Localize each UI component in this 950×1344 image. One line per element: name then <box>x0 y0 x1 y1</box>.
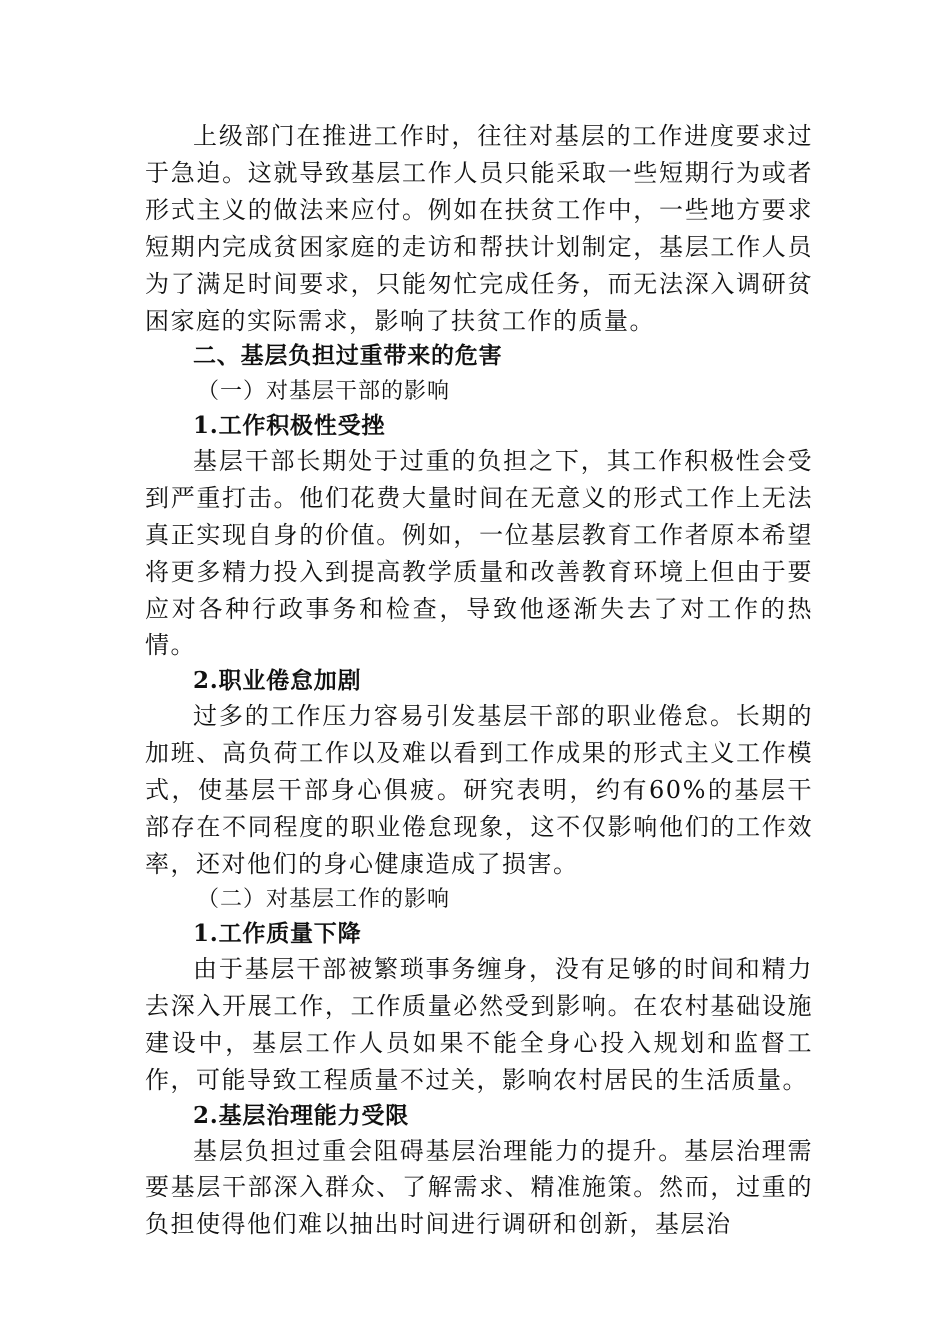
paragraph-urgent-deadlines: 上级部门在推进工作时，往往对基层的工作进度要求过于急迫。这就导致基层工作人员只能采取一些短期行为或者形式主义的做法来应付。例如在扶贫工作中，一些地方要求短期内完成贫困家庭的走访和帮扶计划制定，基层工作人员为了满足时间要求，只能匆忙完成任务，而无法深入调研贫困家庭的实际需求，影响了扶贫工作的质量。 <box>145 122 813 335</box>
item-heading-enthusiasm: 1.工作积极性受挫 <box>193 411 386 439</box>
document-body <box>145 118 813 1243</box>
paragraph-governance: 基层负担过重会阻碍基层治理能力的提升。基层治理需要基层干部深入群众、了解需求、精准施策。然而，过重的负担使得他们难以抽出时间进行调研和创新，基层治 <box>145 1136 813 1239</box>
subsection-heading-work: （二）对基层工作的影响 <box>197 886 451 912</box>
item-heading-quality: 1.工作质量下降 <box>193 919 362 947</box>
item-heading-governance: 2.基层治理能力受限 <box>193 1101 410 1129</box>
item-heading-burnout: 2.职业倦怠加剧 <box>193 667 362 695</box>
paragraph-quality: 由于基层干部被繁琐事务缠身，没有足够的时间和精力去深入开展工作，工作质量必然受到影响。在农村基础设施建设中，基层工作人员如果不能全身心投入规划和监督工作，可能导致工程质量不过关，影响农村居民的生活质量。 <box>145 954 813 1094</box>
paragraph-enthusiasm: 基层干部长期处于过重的负担之下，其工作积极性会受到严重打击。他们花费大量时间在无意义的形式工作上无法真正实现自身的价值。例如，一位基层教育工作者原本希望将更多精力投入到提高教学质量和改善教育环境上但由于要应对各种行政事务和检查，导致他逐渐失去了对工作的热情。 <box>145 446 813 660</box>
paragraph-burnout: 过多的工作压力容易引发基层干部的职业倦怠。长期的加班、高负荷工作以及难以看到工作成果的形式主义工作模式，使基层干部身心俱疲。研究表明，约有60%的基层干部存在不同程度的职业倦怠现象，这不仅影响他们的工作效率，还对他们的身心健康造成了损害。 <box>145 702 813 878</box>
subsection-heading-cadres: （一）对基层干部的影响 <box>197 378 451 404</box>
section-heading-harms: 二、基层负担过重带来的危害 <box>193 343 503 370</box>
